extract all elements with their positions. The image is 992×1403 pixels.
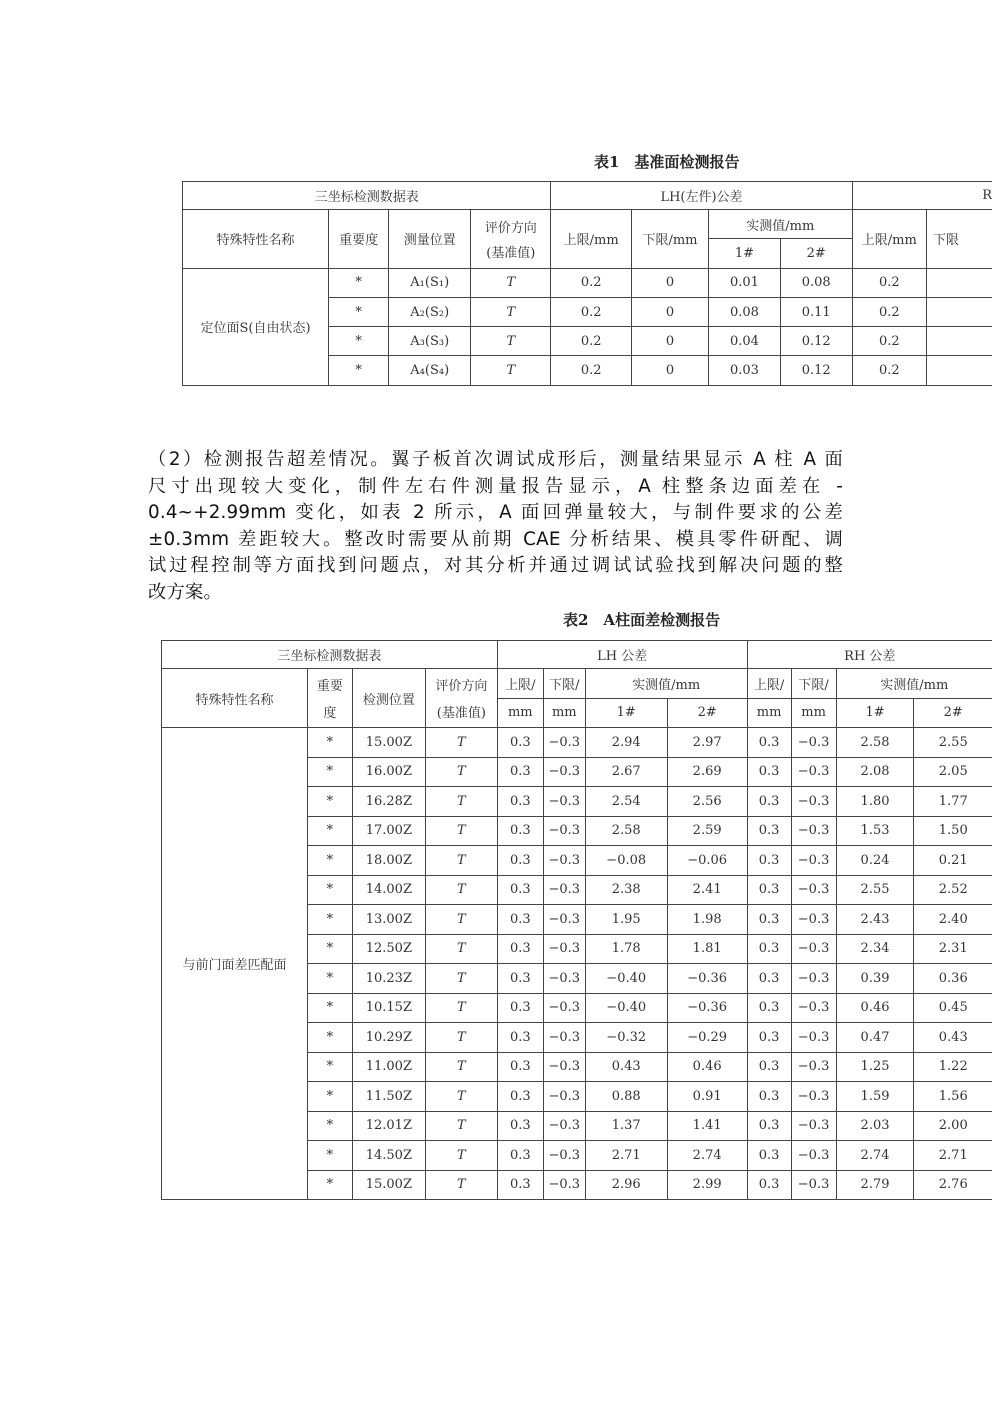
rh-measured-1-cell: 0.24 <box>836 846 914 876</box>
rh-upper-cell: 0.2 <box>852 268 926 297</box>
paragraph-line: 改方案。 <box>148 581 222 603</box>
lh-measured-1-cell: −0.40 <box>585 964 667 994</box>
upper-cell: 0.2 <box>551 268 632 297</box>
table2-header-lh-measured: 实测值/mm <box>585 669 747 699</box>
table2-header-position: 检测位置 <box>352 669 425 728</box>
lh-measured-2-cell: 2.69 <box>667 757 747 787</box>
lh-upper-cell: 0.3 <box>497 816 543 846</box>
rh-measured-1-cell: 1.53 <box>836 816 914 846</box>
position-cell: 11.00Z <box>352 1052 425 1082</box>
importance-cell: * <box>307 846 352 876</box>
paragraph-line: ±0.3mm 差距较大。整改时需要从前期 CAE 分析结果、模具零件研配、调 <box>148 528 843 550</box>
table1-header-baseline: (基准值) <box>486 245 536 261</box>
position-cell: A₄(S₄) <box>389 356 471 385</box>
table1-header-rh: R <box>852 182 992 210</box>
position-cell: 12.01Z <box>352 1111 425 1141</box>
table1-header <box>183 182 992 269</box>
lh-upper-cell: 0.3 <box>497 728 543 758</box>
lh-lower-cell: −0.3 <box>543 846 585 876</box>
lh-measured-1-cell: 0.43 <box>585 1052 667 1082</box>
rh-measured-2-cell: 2.00 <box>914 1111 992 1141</box>
lh-measured-2-cell: 1.81 <box>667 934 747 964</box>
table2-header-baseline: (基准值) <box>436 706 486 721</box>
rh-measured-2-cell: 2.05 <box>914 757 992 787</box>
lh-lower-cell: −0.3 <box>543 905 585 935</box>
importance-cell: * <box>329 327 389 356</box>
rh-lower-cell: −0.3 <box>791 1082 836 1112</box>
position-cell: 17.00Z <box>352 816 425 846</box>
table1-header-name: 特殊特性名称 <box>183 210 329 269</box>
table1-header-measured: 实测值/mm <box>709 210 853 239</box>
lh-measured-1-cell: 2.54 <box>585 787 667 817</box>
rh-upper-cell: 0.3 <box>747 757 791 787</box>
table1-header-position: 测量位置 <box>389 210 471 269</box>
rh-lower-cell <box>927 268 992 297</box>
position-cell: 16.00Z <box>352 757 425 787</box>
importance-cell: * <box>307 1170 352 1200</box>
lh-upper-cell: 0.3 <box>497 846 543 876</box>
rh-upper-cell: 0.3 <box>747 1141 791 1171</box>
table2-header <box>162 641 992 728</box>
rh-upper-cell: 0.3 <box>747 1111 791 1141</box>
rh-lower-cell: −0.3 <box>791 816 836 846</box>
rh-measured-1-cell: 2.43 <box>836 905 914 935</box>
importance-cell: * <box>307 787 352 817</box>
rh-upper-cell: 0.3 <box>747 964 791 994</box>
lh-measured-1-cell: −0.32 <box>585 1023 667 1053</box>
direction-cell: T <box>425 934 497 964</box>
rh-upper-cell: 0.3 <box>747 993 791 1023</box>
rh-lower-cell: −0.3 <box>791 757 836 787</box>
rh-upper-cell: 0.2 <box>852 297 926 326</box>
importance-cell: * <box>307 934 352 964</box>
table2-header-direction <box>425 669 497 728</box>
direction-cell: T <box>425 993 497 1023</box>
lh-lower-cell: −0.3 <box>543 1052 585 1082</box>
lh-measured-2-cell: −0.06 <box>667 846 747 876</box>
lh-upper-cell: 0.3 <box>497 875 543 905</box>
rh-measured-2-cell: 1.22 <box>914 1052 992 1082</box>
direction-cell: T <box>471 268 551 297</box>
rh-measured-2-cell: 1.50 <box>914 816 992 846</box>
lh-upper-cell: 0.3 <box>497 993 543 1023</box>
lh-lower-cell: −0.3 <box>543 964 585 994</box>
rh-measured-1-cell: 0.46 <box>836 993 914 1023</box>
rh-measured-1-cell: 2.08 <box>836 757 914 787</box>
direction-cell: T <box>425 846 497 876</box>
rh-measured-2-cell: 1.77 <box>914 787 992 817</box>
lh-lower-cell: −0.3 <box>543 1082 585 1112</box>
paragraph-line: 试过程控制等方面找到问题点，对其分析并通过调试试验找到解决问题的整 <box>148 555 843 576</box>
lh-upper-cell: 0.3 <box>497 1141 543 1171</box>
table2 <box>161 640 992 1200</box>
rh-upper-cell: 0.3 <box>747 875 791 905</box>
rh-upper-cell: 0.3 <box>747 905 791 935</box>
table2-header-lh-upper-unit: mm <box>497 698 543 728</box>
rh-lower-cell: −0.3 <box>791 875 836 905</box>
rh-upper-cell: 0.3 <box>747 846 791 876</box>
lh-upper-cell: 0.3 <box>497 1170 543 1200</box>
table2-header-rh-measured: 实测值/mm <box>836 669 992 699</box>
lh-upper-cell: 0.3 <box>497 757 543 787</box>
rh-measured-1-cell: 2.55 <box>836 875 914 905</box>
rh-lower-cell <box>927 356 992 385</box>
lh-measured-1-cell: 2.58 <box>585 816 667 846</box>
importance-cell: * <box>307 728 352 758</box>
paragraph-line: （2）检测报告超差情况。翼子板首次调试成形后，测量结果显示 A 柱 A 面 <box>148 449 843 470</box>
lh-measured-2-cell: 1.41 <box>667 1111 747 1141</box>
lh-lower-cell: −0.3 <box>543 1170 585 1200</box>
direction-cell: T <box>425 1170 497 1200</box>
lh-upper-cell: 0.3 <box>497 1023 543 1053</box>
direction-cell: T <box>425 787 497 817</box>
lh-upper-cell: 0.3 <box>497 1052 543 1082</box>
rh-lower-cell: −0.3 <box>791 993 836 1023</box>
rh-lower-cell: −0.3 <box>791 787 836 817</box>
rh-measured-2-cell: 2.55 <box>914 728 992 758</box>
rh-lower-cell <box>927 327 992 356</box>
lh-lower-cell: −0.3 <box>543 934 585 964</box>
lh-upper-cell: 0.3 <box>497 905 543 935</box>
upper-cell: 0.2 <box>551 327 632 356</box>
table2-header-lh-upper: 上限/ <box>497 669 543 699</box>
lh-measured-2-cell: −0.29 <box>667 1023 747 1053</box>
direction-cell: T <box>471 327 551 356</box>
table2-header-direction-label: 评价方向 <box>435 679 488 694</box>
table2-header-rh-lower-unit: mm <box>791 698 836 728</box>
table1-group-label: 定位面S(自由状态) <box>183 268 329 385</box>
rh-measured-2-cell: 2.31 <box>914 934 992 964</box>
rh-measured-1-cell: 1.59 <box>836 1082 914 1112</box>
importance-cell: * <box>307 1052 352 1082</box>
lh-lower-cell: −0.3 <box>543 728 585 758</box>
table2-row <box>162 728 992 758</box>
rh-lower-cell: −0.3 <box>791 1052 836 1082</box>
rh-upper-cell: 0.2 <box>852 356 926 385</box>
lh-measured-2-cell: 1.98 <box>667 905 747 935</box>
lh-measured-1-cell: 1.78 <box>585 934 667 964</box>
importance-cell: * <box>307 875 352 905</box>
position-cell: 16.28Z <box>352 787 425 817</box>
direction-cell: T <box>425 1141 497 1171</box>
rh-measured-2-cell: 2.52 <box>914 875 992 905</box>
importance-cell: * <box>329 356 389 385</box>
rh-lower-cell: −0.3 <box>791 905 836 935</box>
rh-measured-1-cell: 1.80 <box>836 787 914 817</box>
position-cell: 13.00Z <box>352 905 425 935</box>
importance-cell: * <box>307 1082 352 1112</box>
rh-upper-cell: 0.3 <box>747 1082 791 1112</box>
importance-cell: * <box>307 816 352 846</box>
rh-upper-cell: 0.3 <box>747 787 791 817</box>
lh-measured-2-cell: 2.56 <box>667 787 747 817</box>
importance-cell: * <box>307 1141 352 1171</box>
lh-measured-2-cell: 2.97 <box>667 728 747 758</box>
table2-header-lh-lower: 下限/ <box>543 669 585 699</box>
lower-cell: 0 <box>631 268 708 297</box>
importance-cell: * <box>329 268 389 297</box>
rh-measured-2-cell: 2.40 <box>914 905 992 935</box>
rh-measured-2-cell: 0.45 <box>914 993 992 1023</box>
position-cell: 15.00Z <box>352 1170 425 1200</box>
measured-1-cell: 0.01 <box>709 268 781 297</box>
table1-header-direction <box>471 210 551 269</box>
measured-2-cell: 0.08 <box>780 268 852 297</box>
rh-measured-2-cell: 0.43 <box>914 1023 992 1053</box>
table2-header-lh: LH 公差 <box>497 641 747 669</box>
lh-measured-2-cell: 2.41 <box>667 875 747 905</box>
lh-measured-1-cell: 1.95 <box>585 905 667 935</box>
measured-2-cell: 0.12 <box>780 356 852 385</box>
body-paragraph <box>148 447 843 606</box>
lh-measured-2-cell: −0.36 <box>667 964 747 994</box>
table1-header-data-table: 三坐标检测数据表 <box>183 182 551 210</box>
table2-header-rh: RH 公差 <box>747 641 992 669</box>
lh-measured-2-cell: 2.59 <box>667 816 747 846</box>
lh-measured-1-cell: −0.40 <box>585 993 667 1023</box>
direction-cell: T <box>425 964 497 994</box>
lh-lower-cell: −0.3 <box>543 875 585 905</box>
table2-header-lh-m2: 2# <box>667 698 747 728</box>
table1-header-lh: LH(左件)公差 <box>551 182 852 210</box>
importance-cell: * <box>307 905 352 935</box>
upper-cell: 0.2 <box>551 356 632 385</box>
rh-upper-cell: 0.3 <box>747 816 791 846</box>
lh-upper-cell: 0.3 <box>497 1082 543 1112</box>
position-cell: 15.00Z <box>352 728 425 758</box>
position-cell: A₂(S₂) <box>389 297 471 326</box>
measured-1-cell: 0.03 <box>709 356 781 385</box>
direction-cell: T <box>471 297 551 326</box>
paragraph-line: 尺寸出现较大变化，制件左右件测量报告显示，A 柱整条边面差在 - <box>148 475 843 497</box>
lh-measured-1-cell: 1.37 <box>585 1111 667 1141</box>
table1-header-rh-upper: 上限/mm <box>852 210 926 269</box>
rh-measured-1-cell: 2.74 <box>836 1141 914 1171</box>
table2-header-rh-upper: 上限/ <box>747 669 791 699</box>
table2-header-importance-b: 度 <box>323 706 337 721</box>
table1 <box>182 181 992 386</box>
table2-header-importance <box>307 669 352 728</box>
lh-upper-cell: 0.3 <box>497 787 543 817</box>
lh-lower-cell: −0.3 <box>543 787 585 817</box>
rh-lower-cell: −0.3 <box>791 1141 836 1171</box>
table1-body <box>183 268 992 385</box>
direction-cell: T <box>425 1023 497 1053</box>
lh-measured-1-cell: 2.96 <box>585 1170 667 1200</box>
lower-cell: 0 <box>631 327 708 356</box>
direction-cell: T <box>425 1111 497 1141</box>
table1-header-upper: 上限/mm <box>551 210 632 269</box>
table2-header-rh-m2: 2# <box>914 698 992 728</box>
position-cell: 10.23Z <box>352 964 425 994</box>
table1-header-importance: 重要度 <box>329 210 389 269</box>
rh-upper-cell: 0.3 <box>747 728 791 758</box>
rh-lower-cell: −0.3 <box>791 846 836 876</box>
table2-header-importance-a: 重要 <box>316 679 343 694</box>
table2-caption: 表2 A柱面差检测报告 <box>563 611 721 629</box>
lh-measured-1-cell: 2.94 <box>585 728 667 758</box>
lower-cell: 0 <box>631 297 708 326</box>
measured-1-cell: 0.08 <box>709 297 781 326</box>
rh-measured-1-cell: 1.25 <box>836 1052 914 1082</box>
rh-measured-1-cell: 0.47 <box>836 1023 914 1053</box>
direction-cell: T <box>425 816 497 846</box>
rh-measured-2-cell: 1.56 <box>914 1082 992 1112</box>
table2-header-name: 特殊特性名称 <box>162 669 308 728</box>
table2-header-lh-lower-unit: mm <box>543 698 585 728</box>
table1-header-direction-label: 评价方向 <box>484 220 537 236</box>
lh-upper-cell: 0.3 <box>497 964 543 994</box>
importance-cell: * <box>307 757 352 787</box>
rh-lower-cell: −0.3 <box>791 1023 836 1053</box>
rh-upper-cell: 0.3 <box>747 1023 791 1053</box>
lh-lower-cell: −0.3 <box>543 993 585 1023</box>
lh-measured-2-cell: 2.74 <box>667 1141 747 1171</box>
lh-lower-cell: −0.3 <box>543 1141 585 1171</box>
direction-cell: T <box>471 356 551 385</box>
importance-cell: * <box>307 1023 352 1053</box>
table2-header-rh-m1: 1# <box>836 698 914 728</box>
paragraph-line: 0.4~+2.99mm 变化，如表 2 所示，A 面回弹量较大，与制件要求的公差 <box>148 502 843 523</box>
rh-upper-cell: 0.3 <box>747 1170 791 1200</box>
lh-lower-cell: −0.3 <box>543 757 585 787</box>
rh-upper-cell: 0.3 <box>747 934 791 964</box>
position-cell: 10.29Z <box>352 1023 425 1053</box>
position-cell: 14.00Z <box>352 875 425 905</box>
lower-cell: 0 <box>631 356 708 385</box>
direction-cell: T <box>425 905 497 935</box>
lh-lower-cell: −0.3 <box>543 1023 585 1053</box>
lh-measured-2-cell: 0.46 <box>667 1052 747 1082</box>
measured-1-cell: 0.04 <box>709 327 781 356</box>
rh-lower-cell: −0.3 <box>791 728 836 758</box>
lh-measured-2-cell: 0.91 <box>667 1082 747 1112</box>
lh-measured-1-cell: 0.88 <box>585 1082 667 1112</box>
lh-upper-cell: 0.3 <box>497 1111 543 1141</box>
position-cell: A₁(S₁) <box>389 268 471 297</box>
table1-header-lower: 下限/mm <box>631 210 708 269</box>
table1-header-m2: 2# <box>780 239 852 268</box>
measured-2-cell: 0.12 <box>780 327 852 356</box>
rh-lower-cell: −0.3 <box>791 934 836 964</box>
position-cell: 10.15Z <box>352 993 425 1023</box>
rh-measured-2-cell: 2.76 <box>914 1170 992 1200</box>
lh-lower-cell: −0.3 <box>543 816 585 846</box>
rh-lower-cell: −0.3 <box>791 1170 836 1200</box>
lh-measured-1-cell: −0.08 <box>585 846 667 876</box>
importance-cell: * <box>307 964 352 994</box>
direction-cell: T <box>425 757 497 787</box>
position-cell: A₃(S₃) <box>389 327 471 356</box>
table1-header-rh-lower: 下限 <box>927 210 992 269</box>
importance-cell: * <box>307 1111 352 1141</box>
table1-row <box>183 268 992 297</box>
importance-cell: * <box>329 297 389 326</box>
direction-cell: T <box>425 728 497 758</box>
rh-upper-cell: 0.2 <box>852 327 926 356</box>
rh-measured-1-cell: 2.34 <box>836 934 914 964</box>
table2-header-rh-lower: 下限/ <box>791 669 836 699</box>
direction-cell: T <box>425 875 497 905</box>
rh-upper-cell: 0.3 <box>747 1052 791 1082</box>
lh-measured-1-cell: 2.67 <box>585 757 667 787</box>
lh-measured-1-cell: 2.71 <box>585 1141 667 1171</box>
rh-measured-1-cell: 2.03 <box>836 1111 914 1141</box>
measured-2-cell: 0.11 <box>780 297 852 326</box>
lh-measured-2-cell: −0.36 <box>667 993 747 1023</box>
direction-cell: T <box>425 1052 497 1082</box>
rh-measured-1-cell: 2.79 <box>836 1170 914 1200</box>
rh-lower-cell: −0.3 <box>791 1111 836 1141</box>
position-cell: 12.50Z <box>352 934 425 964</box>
table2-header-rh-upper-unit: mm <box>747 698 791 728</box>
table2-group-label: 与前门面差匹配面 <box>162 728 308 1200</box>
table2-body <box>162 728 992 1200</box>
lh-measured-1-cell: 2.38 <box>585 875 667 905</box>
importance-cell: * <box>307 993 352 1023</box>
upper-cell: 0.2 <box>551 297 632 326</box>
lh-measured-2-cell: 2.99 <box>667 1170 747 1200</box>
rh-lower-cell: −0.3 <box>791 964 836 994</box>
position-cell: 18.00Z <box>352 846 425 876</box>
table2-header-lh-m1: 1# <box>585 698 667 728</box>
lh-upper-cell: 0.3 <box>497 934 543 964</box>
rh-lower-cell <box>927 297 992 326</box>
table1-caption: 表1 基准面检测报告 <box>594 153 740 171</box>
table1-header-m1: 1# <box>709 239 781 268</box>
rh-measured-1-cell: 0.39 <box>836 964 914 994</box>
position-cell: 11.50Z <box>352 1082 425 1112</box>
lh-lower-cell: −0.3 <box>543 1111 585 1141</box>
rh-measured-2-cell: 2.71 <box>914 1141 992 1171</box>
rh-measured-1-cell: 2.58 <box>836 728 914 758</box>
rh-measured-2-cell: 0.21 <box>914 846 992 876</box>
table2-header-data-table: 三坐标检测数据表 <box>162 641 498 669</box>
rh-measured-2-cell: 0.36 <box>914 964 992 994</box>
position-cell: 14.50Z <box>352 1141 425 1171</box>
direction-cell: T <box>425 1082 497 1112</box>
